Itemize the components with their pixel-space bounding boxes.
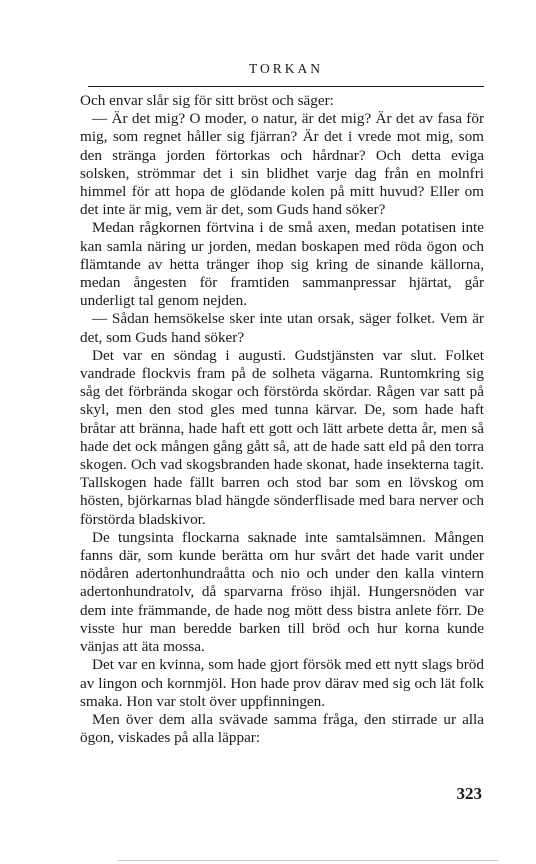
header-rule [88, 86, 484, 87]
page-number: 323 [456, 784, 482, 803]
body-text [80, 92, 484, 747]
paragraph: — Sådan hemsökelse sker inte utan orsak, säger folket. Vem är det, som Guds hand söker? [80, 310, 484, 346]
paragraph: Men över dem alla svävade samma fråga, den stirrade ur alla ögon, viskades på alla läppar: [80, 710, 484, 747]
paragraph: — Är det mig? O moder, o natur, är det mig? Är det av fasa för mig, som regnet håller sig fjärran? Är det i vrede mot mig, som den stränga jorden förtorkas och hårdnar? Och detta eviga solsken, strömmar det i sin blidhet varje dag från en molnfri himmel för att hopa de glödande kolen på mitt huvud? Eller om det inte är mig, vem är det, som Guds hand söker? [80, 110, 484, 219]
bottom-rule [118, 860, 498, 861]
paragraph: Det var en söndag i augusti. Gudstjänsten var slut. Folket vandrade flockvis fram på de solheta vägarna. Runtomkring sig såg det förbrända skogar och förstörda skördar. Rågen var satt på skyl, men den stod gles med tunna kärvar. De, som hade haft bråtar att bränna, hade haft ett gott och lätt arbete detta år, men så hade det ock mången gång gått så, att de hade satt eld på den torra skogen. Och vad skogsbranden hade skonat, hade insekterna tagit. Tallskogen hade fällt barren och stod bar som en lövskog om hösten, björkarnas blad hängde sönderflisade med bara nerver och förstörda bladskivor. [80, 346, 484, 528]
paragraph: Medan rågkornen förtvina i de små axen, medan potatisen inte kan samla näring ur jorden, medan boskapen med röda ögon och flämtande av hetta tränger ihop sig kring de sinande källorna, medan ångesten för framtiden sammanpressar hjärtat, går underligt tal genom nejden. [80, 219, 484, 310]
paragraph: De tungsinta flockarna saknade inte samtalsämnen. Mången fanns där, som kunde berätta om hur svårt det hade varit under nödåren adertonhundraåtta och nio och under den kalla vintern adertonhundratolv, då sparvarna fröso ihjäl. Hungersnöden var dem inte främmande, de hade nog mött dess bistra anlete förr. De visste hur man beredde barken till bröd och hur korna kunde vänjas att äta mossa. [80, 528, 484, 656]
running-title: TORKAN [248, 61, 323, 76]
paragraph: Det var en kvinna, som hade gjort försök med ett nytt slags bröd av lingon och kornmjöl. Hon hade prov därav med sig och lät folk smaka. Hon var stolt över uppfinningen. [80, 656, 484, 710]
paragraph: Och envar slår sig för sitt bröst och säger: [80, 92, 334, 109]
